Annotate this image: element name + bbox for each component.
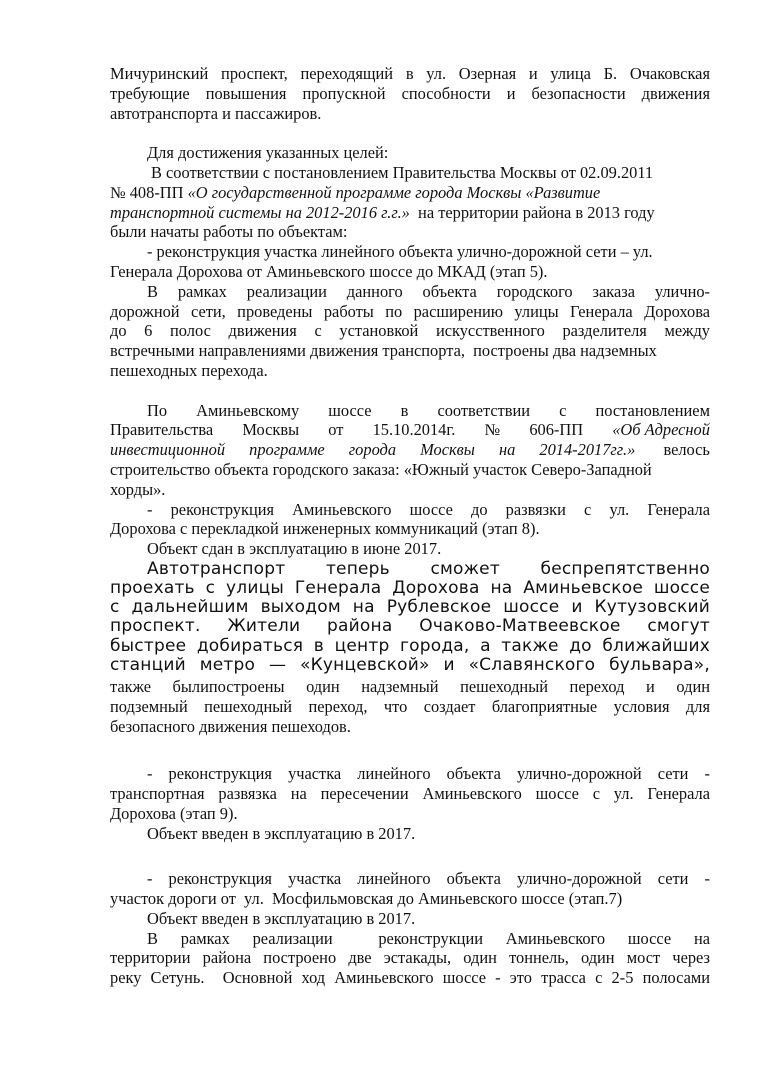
word: города: [348, 440, 397, 460]
text-line: быстрее добираться в центр города, а также до ближайших: [110, 635, 710, 656]
text-line: Мичуринский проспект, переходящий в ул. Озерная и улица Б. Очаковская: [110, 64, 710, 83]
text-line: безопасного движения пешеходов.: [110, 716, 351, 736]
text-line: [110, 401, 710, 421]
text-line: № 408-ПП «О государственной программе города Москвы «Развитие: [110, 182, 601, 202]
word: 606-ПП: [529, 420, 584, 440]
text-line: транспортная развязка на пересечении Аминьевского шоссе с ул. Генерала: [110, 784, 710, 804]
text-italic: «О государственной программе города Москвы «Развитие: [187, 182, 601, 202]
word: от: [328, 420, 344, 440]
text-line: [110, 420, 710, 440]
word: на: [498, 440, 516, 460]
word: №: [484, 420, 501, 440]
text-line: до 6 полос движения с установкой искусственного разделителя между: [110, 321, 710, 341]
word: инвестиционной: [110, 440, 226, 460]
text-line: - реконструкция участка линейного объекта улично-дорожной сети -: [147, 764, 710, 784]
word: 2014-2017гг.»: [539, 440, 636, 460]
text-line: Объект сдан в эксплуатацию в июне 2017.: [147, 539, 442, 559]
text-line: также былипостроены один надземный пешеходный переход и один: [110, 677, 710, 697]
word: программе: [249, 440, 325, 460]
text-line: реку Сетунь. Основной ход Аминьевского шоссе - это трасса с 2-5 полосами: [110, 968, 710, 988]
text-line: транспортной системы на 2012-2016 г.г.» на территории района в 2013 году: [110, 202, 655, 222]
word: Правительства: [110, 420, 214, 440]
word: соответствии: [437, 400, 531, 420]
word: с: [559, 400, 567, 420]
text-italic: «Об Адресной: [612, 420, 710, 440]
word: 15.10.2014г.: [372, 420, 456, 440]
document-page: [110, 64, 710, 988]
text-line: строительство объекта городского заказа: «Южный участок Северо-Западной: [110, 459, 652, 479]
text-line: подземный пешеходный переход, что создает благоприятные условия для: [110, 696, 710, 716]
text-italic: транспортной системы на 2012-2016 г.г.»: [110, 202, 410, 222]
word: в: [400, 400, 409, 420]
text-line: - реконструкция Аминьевского шоссе до развязки с ул. Генерала: [147, 499, 710, 519]
text-line: инвестиционной программе города Москвы на 2014-2017гг.» велось: [110, 440, 710, 460]
text-line: были начаты работы по объектам:: [110, 222, 348, 242]
text-line: Объект введен в эксплуатацию в 2017.: [147, 823, 416, 843]
text-line: дорожной сети, проведены работы по расширению улицы Генерала Дорохова: [110, 301, 710, 321]
word: Аминьевскому: [196, 400, 300, 420]
text-line: Дорохова (этап 9).: [110, 803, 238, 823]
word: Москвы: [242, 420, 300, 440]
text-line: - реконструкция участка линейного объекта улично-дорожной сети -: [147, 869, 710, 889]
text-line: В соответствии с постановлением Правительства Москвы от 02.09.2011: [151, 162, 654, 182]
text-line: с дальнейшим выходом на Рублевское шоссе и Кутузовский: [110, 597, 710, 618]
text-line: встречными направлениями движения транспорта, построены два надземных: [110, 341, 657, 361]
text-line: Дорохова с перекладкой инженерных коммуникаций (этап 8).: [110, 519, 540, 539]
text-line: требующие повышения пропускной способности и безопасности движения: [110, 83, 710, 103]
text-line: территории района построено две эстакады, один тоннель, один мост через: [110, 948, 710, 968]
text-line: Объект введен в эксплуатацию в 2017.: [147, 908, 416, 928]
text-line: пешеходных перехода.: [110, 360, 268, 380]
text-line: хорды».: [110, 479, 166, 499]
text-line: проспект. Жители района Очаково-Матвеевское смогут: [110, 616, 710, 637]
text-line: В рамках реализации данного объекта городского заказа улично-: [147, 281, 710, 301]
text-line: В рамках реализации реконструкции Аминьевского шоссе на: [147, 928, 710, 948]
text-line: - реконструкция участка линейного объекта улично-дорожной сети – ул.: [147, 242, 653, 262]
text-line: проехать с улицы Генерала Дорохова на Аминьевское шоссе: [110, 578, 710, 599]
word: постановлением: [595, 400, 710, 420]
word: Москвы: [420, 440, 475, 460]
word: шоссе: [328, 400, 372, 420]
word: По: [147, 400, 168, 420]
text-line: станций метро — «Кунцевской» и «Славянского бульвара»,: [110, 654, 710, 675]
text-line: Для достижения указанных целей:: [147, 143, 389, 163]
text-line: участок дороги от ул. Мосфильмовская до Аминьевского шоссе (этап.7): [110, 889, 623, 909]
text-line: Автотранспорт теперь сможет беспрепятственно: [147, 558, 710, 579]
text-line: автотранспорта и пассажиров.: [110, 103, 322, 123]
text-line: Генерала Дорохова от Аминьевского шоссе до МКАД (этап 5).: [110, 261, 548, 281]
